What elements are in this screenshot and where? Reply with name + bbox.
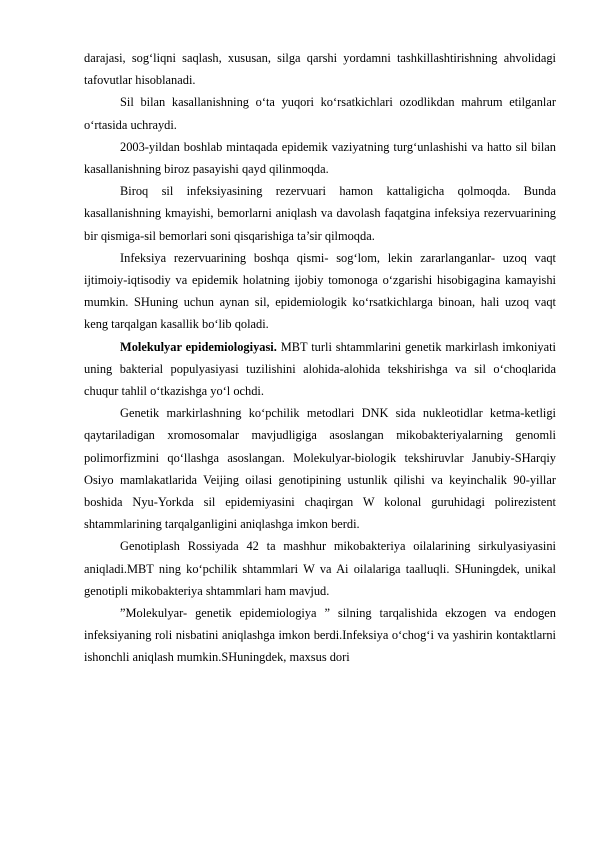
paragraph-molecular-genetic-epidemiology (84, 602, 556, 669)
paragraph-text: Sil bilan kasallanishning o‘ta yuqori ko‘rsatkichlari ozodlikdan mahrum etilganlar o‘rtasida uchraydi. (84, 95, 556, 132)
paragraph-text: darajasi, sog‘liqni saqlash, xususan, silga qarshi yordamni tashkillashtirishning ahvolidagi tafovutlar hisoblanadi. (84, 51, 556, 88)
paragraph-genetic-marking (84, 402, 556, 535)
paragraph-text: Genetik markirlashning ko‘pchilik metodlari DNK sida nukleotidlar ketma-ketligi qaytariladigan xromosomalar mavjudligiga asoslangan mikobakteriyalarning genomli polimorfizmini qo‘llashga asoslangan. Molekulyar-biologik tekshiruvlar Janubiy-SHarqiy Osiyo mamlakatlarida Veijing oilasi genotipining ustunlik qilishi va keyinchalik 90-yillar boshida Nyu-Yorkda sil epidemiyasini chaqirgan W kolonal guruhidagi polirezistent shtammlarining tarqalganligini aniqlashga imkon berdi. (84, 406, 556, 532)
paragraph-text: Genotiplash Rossiyada 42 ta mashhur mikobakteriya oilalarining sirkulyasiyasini aniqladi.MBT ning ko‘pchilik shtammlari W va Ai oilalariga taalluqli. SHuningdek, unikal genotipli mikobakteriya shtammlari ham mavjud. (84, 539, 556, 598)
paragraph-molecular-epidemiology (84, 336, 556, 403)
paragraph-text: Infeksiya rezervuarining boshqa qismi- sog‘lom, lekin zararlanganlar- uzoq vaqt ijtimoiy-iqtisodiy va epidemik holatning ijobiy tomonoga o‘zgarishi hisobigagina kamayishi mumkin. SHuning uchun aynan sil, epidemiologik ko‘rsatkichlarga binoan, hali uzoq vaqt keng tarqalgan kasallik bo‘lib qoladi. (84, 250, 556, 332)
paragraph-text: 2003-yildan boshlab mintaqada epidemik vaziyatning turg‘unlashishi va hatto sil bilan kasallanishning biroz pasayishi qayd qilinmoqda. (84, 139, 556, 177)
paragraph-text: ”Molekulyar- genetik epidemiologiya ” silning tarqalishida ekzogen va endogen infeksiyaning roli nisbatini aniqlashga imkon berdi.Infeksiya o‘chog‘i va yashirin kontaktlarni ishonchli aniqlash mumkin.SHuningdek, maxsus dori (84, 606, 556, 665)
paragraph-genotyping-russia (84, 535, 556, 602)
paragraph-text: MBT turli shtammlarini genetik markirlash imkoniyati uning bakterial populyasiyasi tuzilishini alohida-alohida tekshirishga va sil o‘choqlarida chuqur tahlil o‘tkazishga yo‘l ochdi. (84, 339, 556, 399)
paragraph-continuation (84, 47, 556, 91)
paragraph-text: Biroq sil infeksiyasining rezervuari hamon kattaligicha qolmoqda. Bunda kasallanishning kmayishi, bemorlarni aniqlash va davolash faqatgina infeksiya rezervuarining bir qismiga-sil bemorlari soni qisqarishiga ta’sir qilmoqda. (84, 184, 556, 243)
document-page (84, 47, 556, 669)
paragraph-stabilization-2003 (84, 136, 556, 180)
paragraph-infection-reservoir (84, 180, 556, 247)
section-heading: Molekulyar epidemiologiyasi. (120, 339, 277, 354)
paragraph-reservoir-other-part (84, 247, 556, 336)
paragraph-prison-incidence (84, 91, 556, 135)
